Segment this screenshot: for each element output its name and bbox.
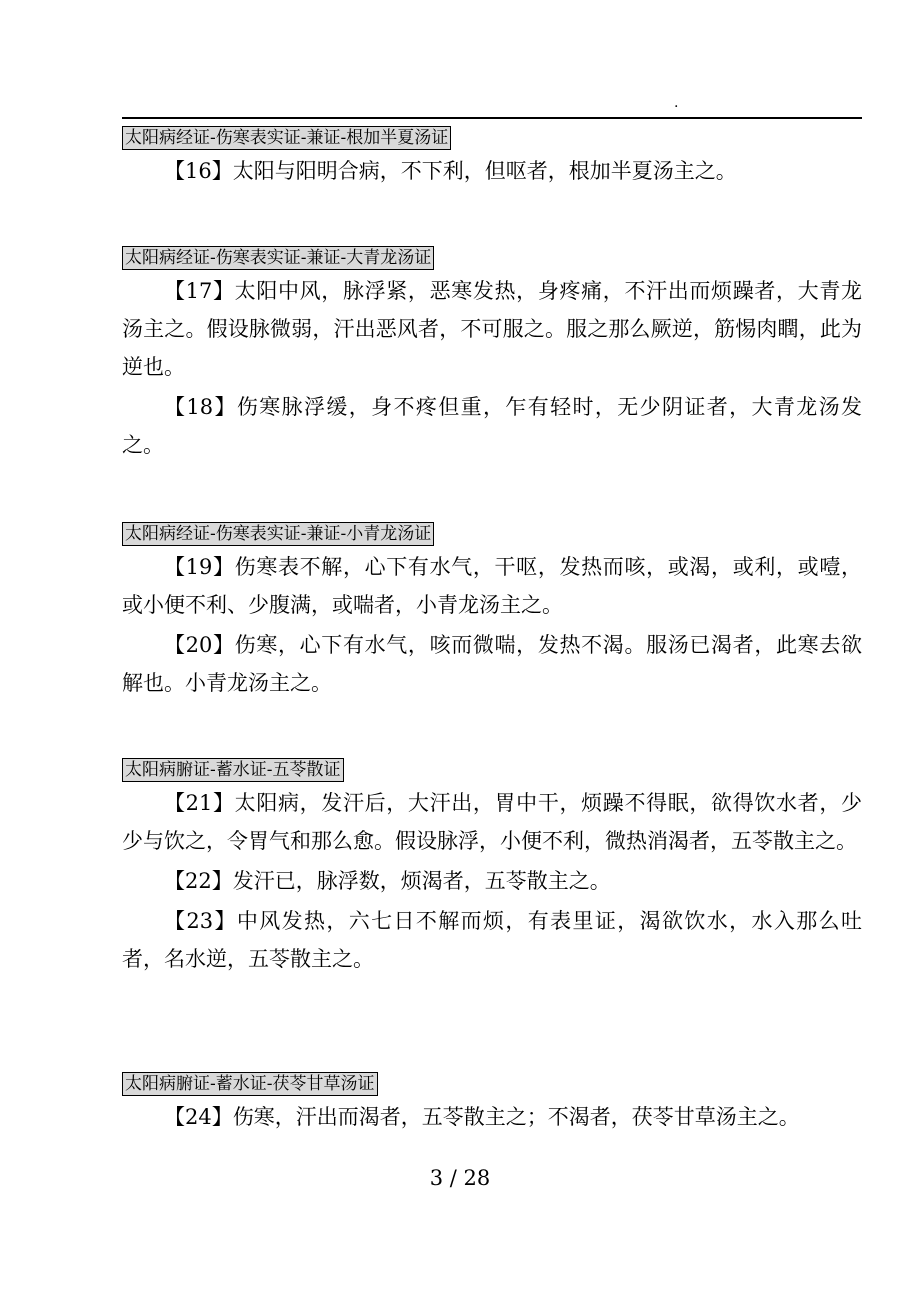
paragraph: 【18】伤寒脉浮缓，身不疼但重，乍有轻时，无少阴证者，大青龙汤发之。 [122, 395, 862, 457]
paragraph: 【19】伤寒表不解，心下有水气，干呕，发热而咳，或渴，或利，或噎，或小便不利、少腹满，或喘者，小青龙汤主之。 [122, 555, 862, 617]
section-5 [122, 1072, 862, 1136]
paragraph: 【23】中风发热，六七日不解而烦，有表里证，渴欲饮水，水入那么吐者，名水逆，五苓散主之。 [122, 909, 862, 971]
header-rule [122, 117, 862, 119]
section-4 [122, 758, 862, 978]
section-title: 太阳病经证-伤寒表实证-兼证-小青龙汤证 [122, 522, 434, 546]
paragraph: 【24】伤寒，汗出而渴者，五苓散主之；不渴者，茯苓甘草汤主之。 [164, 1105, 800, 1129]
paragraph: 【22】发汗已，脉浮数，烦渴者，五苓散主之。 [164, 869, 611, 893]
paragraph: 【17】太阳中风，脉浮紧，恶寒发热，身疼痛，不汗出而烦躁者，大青龙汤主之。假设脉微弱，汗出恶风者，不可服之。服之那么厥逆，筋惕肉瞤，此为逆也。 [122, 279, 862, 379]
header-mark: . [674, 95, 679, 111]
section-3 [122, 522, 862, 702]
section-title: 太阳病经证-伤寒表实证-兼证-根加半夏汤证 [122, 126, 451, 150]
section-1 [122, 126, 862, 190]
paragraph: 【16】太阳与阳明合病，不下利，但呕者，根加半夏汤主之。 [164, 159, 737, 183]
section-title: 太阳病腑证-蓄水证-茯苓甘草汤证 [122, 1072, 378, 1096]
section-title: 太阳病腑证-蓄水证-五苓散证 [122, 758, 344, 782]
page-number: 3 / 28 [429, 1166, 491, 1190]
paragraph: 【21】太阳病，发汗后，大汗出，胃中干，烦躁不得眠，欲得饮水者，少少与饮之，令胃气和那么愈。假设脉浮，小便不利，微热消渴者，五苓散主之。 [122, 791, 862, 853]
section-title: 太阳病经证-伤寒表实证-兼证-大青龙汤证 [122, 246, 434, 270]
paragraph: 【20】伤寒，心下有水气，咳而微喘，发热不渴。服汤已渴者，此寒去欲解也。小青龙汤主之。 [122, 633, 862, 695]
section-2 [122, 246, 862, 464]
